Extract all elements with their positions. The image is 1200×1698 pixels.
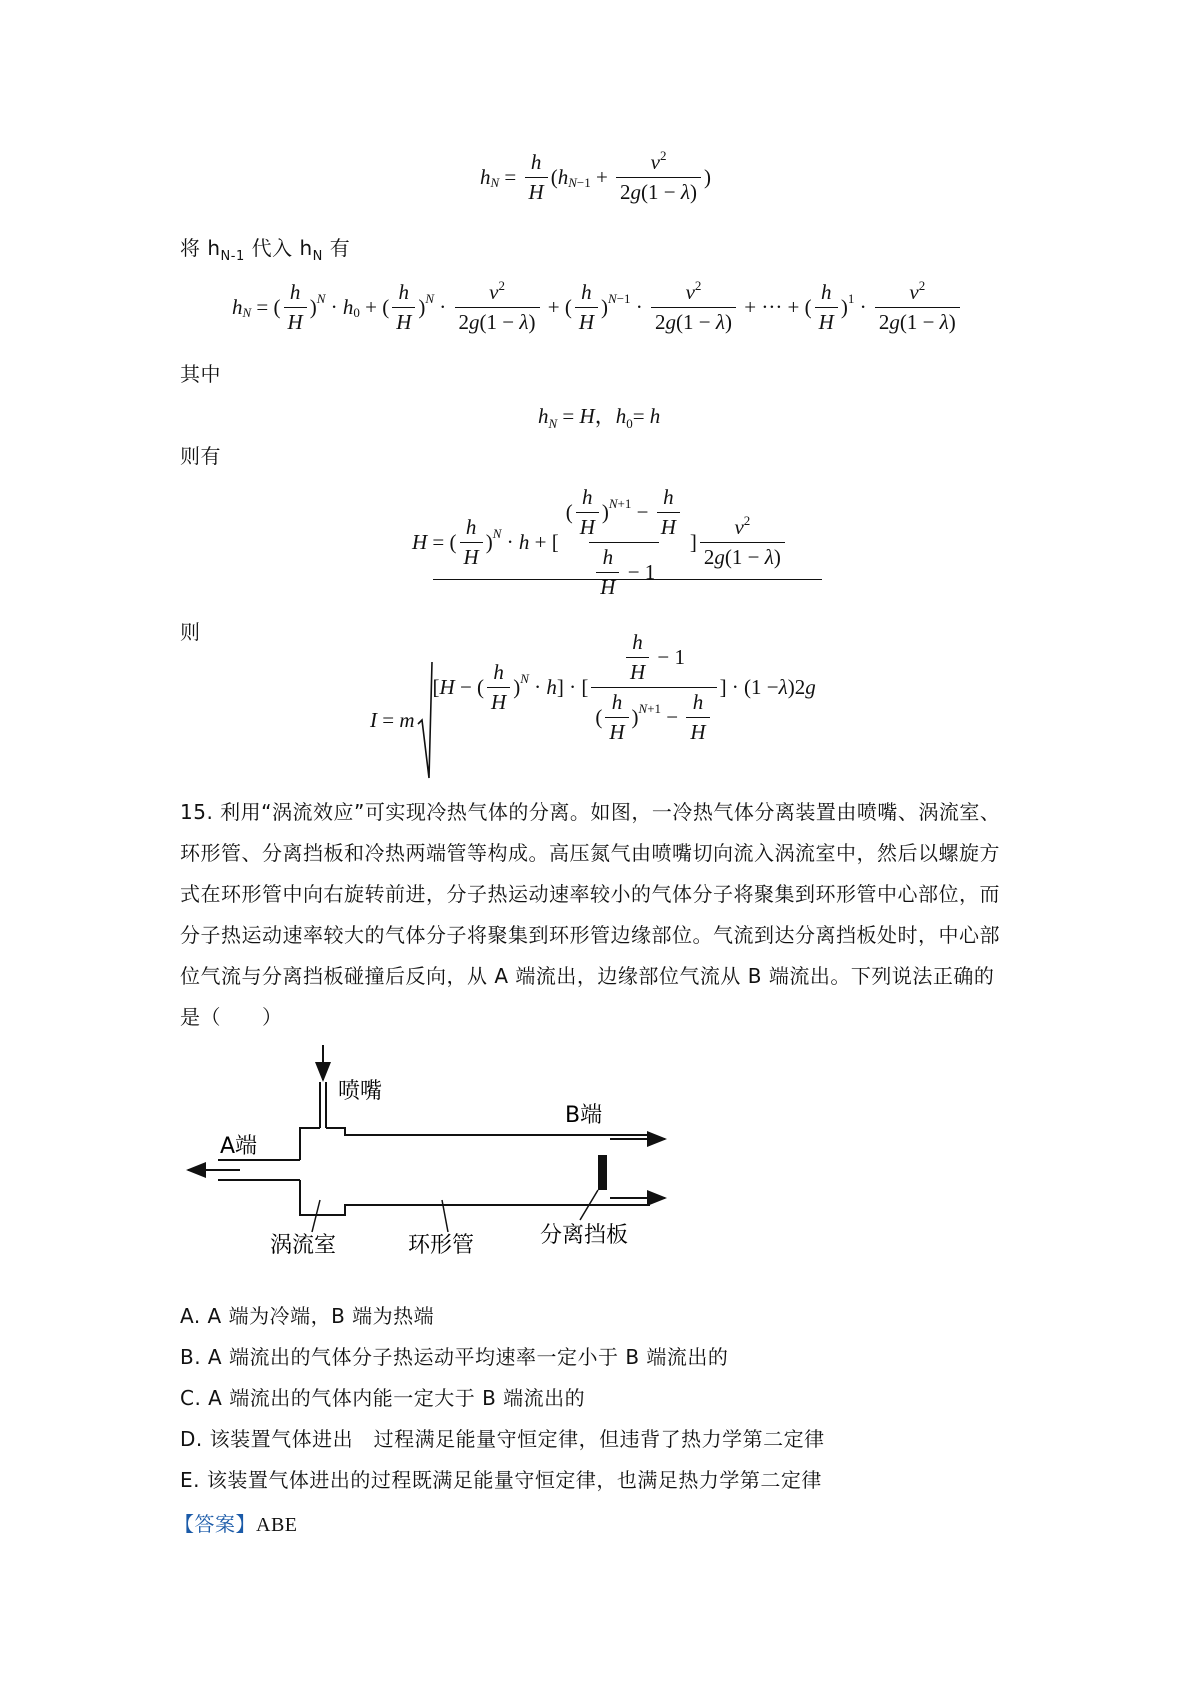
option-b: B. A 端流出的气体分子热运动平均速率一定小于 B 端流出的: [180, 1345, 729, 1369]
label-vortex-chamber: 涡流室: [270, 1233, 337, 1258]
radical-sign: [417, 660, 433, 780]
option-d: D. 该装置气体进出 过程满足能量守恒定律，但违背了热力学第二定律: [180, 1427, 825, 1451]
where-label: 其中: [180, 362, 221, 386]
option-a: A. A 端为冷端，B 端为热端: [180, 1304, 435, 1328]
then-label: 则: [180, 620, 201, 644]
option-c: C. A 端流出的气体内能一定大于 B 端流出的: [180, 1386, 586, 1410]
label-a-end: A端: [220, 1134, 258, 1159]
answer-value: ABE: [256, 1514, 298, 1536]
boundary-conditions: $h_N = H$，$h_0= h$: [538, 404, 661, 431]
label-ring-tube: 环形管: [408, 1233, 475, 1258]
label-b-end: B端: [565, 1103, 603, 1128]
answer-label: 【答案】: [174, 1512, 256, 1536]
vortex-tube-diagram: [180, 1040, 700, 1260]
substitution-text: 将 $h_{N-1}$ 代入 $h_N$ 有: [180, 236, 351, 264]
question-text: 15. 利用“涡流效应”可实现冷热气体的分离。如图，一冷热气体分离装置由喷嘴、涡流室、 环形管、分离挡板和冷热两端管等构成。高压氮气由喷嘴切向流入涡流室中，然后以螺旋方 式在环形管中向右旋转前进，分子热运动速率较小的气体分子将聚集到环形管中心部位，而 分子热运动速率较大的气体分子将聚集到环形管边缘部位。气流到达分离挡板处时，中心部 位气流与分离挡板碰撞后反向，从 A 端流出，边缘部位气流从 B 端流出。下列说法正确的 是（ ）: [180, 800, 1001, 1029]
equation-hn-recursive: h N = $\frac{h}{H}$ ( h N −1 + $\frac{v^2}{2g(1 - \lambda)}$ ): [480, 148, 711, 204]
equation-I: I = m [ H − ( $\frac{h}{H}$ ) N · h ] · [ $\frac{h}{H}$ − 1 ( $\frac{h}{H}$ ) N+1 − $\frac{h}{H}$ ] · (1 − λ )2 g: [370, 660, 822, 780]
question-number: 15.: [180, 800, 214, 824]
label-nozzle: 喷嘴: [338, 1079, 383, 1104]
option-e: E. 该装置气体进出的过程既满足能量守恒定律，也满足热力学第二定律: [180, 1468, 822, 1492]
equation-hn-expanded: h N = ( $\frac{h}{H}$ ) N · h 0 + ( $\frac{h}{H}$ ) N · $\frac{v^2}{2g(1 - \lambda)}$ + ( $\frac{h}{H}$ ) N−1 · $\frac{v^2}{2g(1 - \lambda)}$ + ··· + ( $\frac{h}{H}$ ) 1 · $\frac{v^2}{2g(1 - \lambda)}$: [232, 280, 963, 335]
answer-line: [174, 1508, 298, 1537]
equation-H: H = ( $\frac{h}{H}$ ) N · h + [ ( $\frac{h}{H}$ ) N+1 − $\frac{h}{H}$ $\frac{h}{H}$ − 1 ] $\frac{v^2}{2g(1 - \lambda)}$: [412, 485, 788, 600]
separation-baffle: [598, 1155, 607, 1190]
options-list: [180, 1296, 1060, 1501]
then-has-label: 则有: [180, 444, 221, 468]
label-baffle: 分离挡板: [540, 1223, 629, 1248]
